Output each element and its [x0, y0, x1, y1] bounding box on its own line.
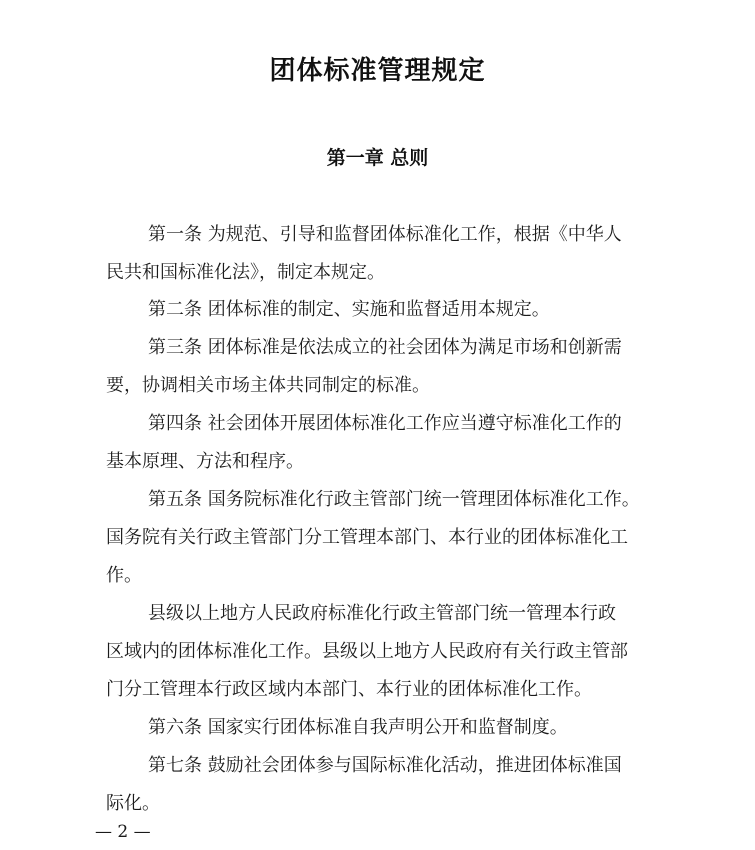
article-5-line-3: 作。 — [106, 565, 142, 586]
article-1-line-1: 第一条 为规范、引导和监督团体标准化工作，根据《中华人 — [148, 224, 622, 245]
article-3-line-1: 第三条 团体标准是依法成立的社会团体为满足市场和创新需 — [148, 337, 622, 358]
article-5-para2-line-3: 门分工管理本行政区域内本部门、本行业的团体标准化工作。 — [106, 679, 592, 700]
article-3-line-2: 要，协调相关市场主体共同制定的标准。 — [106, 375, 430, 396]
article-4-line-2: 基本原理、方法和程序。 — [106, 451, 304, 472]
page-number: — 2 — — [95, 822, 151, 842]
article-2-line-1: 第二条 团体标准的制定、实施和监督适用本规定。 — [148, 299, 550, 320]
article-7-line-1: 第七条 鼓励社会团体参与国际标准化活动，推进团体标准国 — [148, 755, 622, 776]
article-5-para2-line-2: 区域内的团体标准化工作。县级以上地方人民政府有关行政主管部 — [106, 641, 628, 662]
article-5-line-2: 国务院有关行政主管部门分工管理本部门、本行业的团体标准化工 — [106, 527, 628, 548]
chapter-heading: 第一章 总则 — [326, 147, 429, 169]
document-title: 团体标准管理规定 — [269, 56, 486, 86]
article-1-line-2: 民共和国标准化法》，制定本规定。 — [106, 262, 385, 283]
article-4-line-1: 第四条 社会团体开展团体标准化工作应当遵守标准化工作的 — [148, 413, 622, 434]
article-6-line-1: 第六条 国家实行团体标准自我声明公开和监督制度。 — [148, 717, 568, 738]
article-5-line-1: 第五条 国务院标准化行政主管部门统一管理团体标准化工作。 — [148, 489, 640, 510]
article-5-para2-line-1: 县级以上地方人民政府标准化行政主管部门统一管理本行政 — [148, 603, 616, 624]
article-7-line-2: 际化。 — [106, 793, 160, 814]
